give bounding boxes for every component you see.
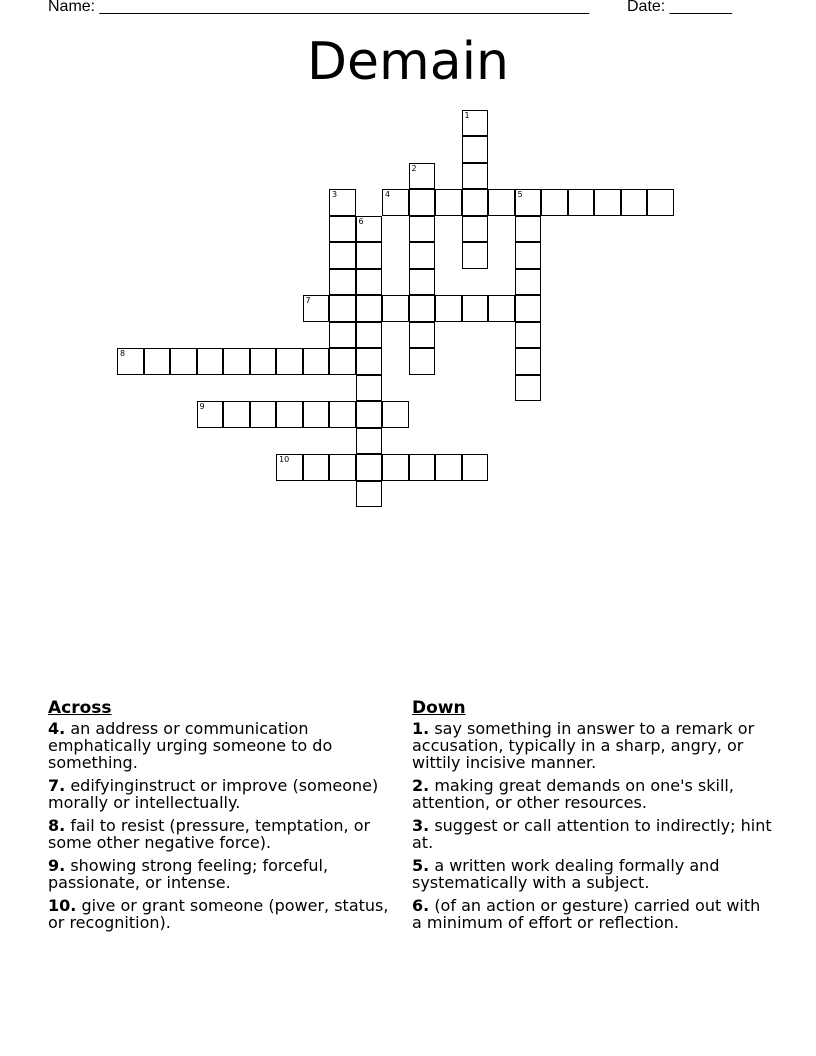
- grid-cell[interactable]: [329, 242, 356, 269]
- clue-across-7: 7. edifyinginstruct or improve (someone) morally or intellectually.: [48, 776, 379, 812]
- down-heading: Down: [412, 698, 466, 718]
- grid-cell[interactable]: [356, 375, 383, 402]
- grid-cell[interactable]: [250, 401, 277, 428]
- grid-cell[interactable]: [382, 454, 409, 481]
- cell-number: 10: [279, 455, 290, 464]
- grid-cell[interactable]: [594, 189, 621, 216]
- grid-cell[interactable]: [329, 295, 356, 322]
- grid-cell[interactable]: [568, 189, 595, 216]
- grid-cell[interactable]: [356, 454, 383, 481]
- clue-across-4: 4. an address or communication emphatically urging someone to do something.: [48, 719, 333, 772]
- clue-across-10: 10. give or grant someone (power, status, or recognition).: [48, 896, 389, 932]
- cell-number: 2: [411, 163, 417, 173]
- grid-cell[interactable]: [144, 348, 171, 375]
- grid-cell[interactable]: [329, 401, 356, 428]
- grid-cell[interactable]: [329, 454, 356, 481]
- grid-cell[interactable]: [435, 454, 462, 481]
- grid-cell[interactable]: [409, 454, 436, 481]
- grid-cell[interactable]: [356, 216, 383, 243]
- grid-cell[interactable]: [329, 348, 356, 375]
- grid-cell[interactable]: [223, 348, 250, 375]
- grid-cell[interactable]: [409, 348, 436, 375]
- grid-cell[interactable]: [515, 242, 542, 269]
- grid-cell[interactable]: [356, 242, 383, 269]
- grid-cell[interactable]: [515, 322, 542, 349]
- grid-cell[interactable]: [435, 295, 462, 322]
- grid-cell[interactable]: [276, 401, 303, 428]
- grid-cell[interactable]: [462, 110, 489, 137]
- grid-cell[interactable]: [462, 189, 489, 216]
- clue-across-9: 9. showing strong feeling; forceful, passionate, or intense.: [48, 856, 329, 892]
- grid-cell[interactable]: [462, 136, 489, 163]
- grid-cell[interactable]: [515, 295, 542, 322]
- grid-cell[interactable]: [621, 189, 648, 216]
- clue-across-8: 8. fail to resist (pressure, temptation, or some other negative force).: [48, 816, 371, 852]
- grid-cell[interactable]: [515, 348, 542, 375]
- grid-cell[interactable]: [356, 348, 383, 375]
- clue-down-1: 1. say something in answer to a remark or accusation, typically in a sharp, angry, or wittily incisive manner.: [412, 719, 755, 772]
- grid-cell[interactable]: [250, 348, 277, 375]
- grid-cell[interactable]: [356, 322, 383, 349]
- grid-cell[interactable]: [515, 189, 542, 216]
- across-heading: Across: [48, 698, 112, 718]
- grid-cell[interactable]: [117, 348, 144, 375]
- grid-cell[interactable]: [409, 269, 436, 296]
- grid-cell[interactable]: [276, 348, 303, 375]
- cell-number: 8: [120, 349, 126, 358]
- grid-cell[interactable]: [356, 428, 383, 455]
- grid-cell[interactable]: [541, 189, 568, 216]
- grid-cell[interactable]: [329, 322, 356, 349]
- grid-cell[interactable]: [462, 242, 489, 269]
- down-clues: [412, 698, 772, 937]
- grid-cell[interactable]: [462, 454, 489, 481]
- cell-number: 9: [199, 402, 205, 411]
- clue-down-3: 3. suggest or call attention to indirectly; hint at.: [412, 816, 772, 852]
- grid-cell[interactable]: [409, 216, 436, 243]
- grid-cell[interactable]: [409, 242, 436, 269]
- grid-cell[interactable]: [303, 348, 330, 375]
- name-field-label: Name: _______________________________________________________: [48, 0, 589, 15]
- cell-number: 4: [385, 190, 391, 199]
- clue-down-5: 5. a written work dealing formally and systematically with a subject.: [412, 856, 720, 892]
- grid-cell[interactable]: [462, 163, 489, 190]
- grid-cell[interactable]: [356, 295, 383, 322]
- cell-number: 3: [332, 190, 338, 199]
- clue-down-2: 2. making great demands on one's skill, attention, or other resources.: [412, 776, 734, 812]
- cell-number: 1: [464, 110, 470, 120]
- clue-down-6: 6. (of an action or gesture) carried out with a minimum of effort or reflection.: [412, 896, 761, 932]
- grid-cell[interactable]: [303, 401, 330, 428]
- grid-cell[interactable]: [356, 269, 383, 296]
- grid-cell[interactable]: [647, 189, 674, 216]
- grid-cell[interactable]: [329, 269, 356, 296]
- grid-cell[interactable]: [329, 189, 356, 216]
- grid-cell[interactable]: [409, 322, 436, 349]
- grid-cell[interactable]: [382, 295, 409, 322]
- grid-cell[interactable]: [409, 295, 436, 322]
- grid-cell[interactable]: [515, 269, 542, 296]
- grid-cell[interactable]: [356, 401, 383, 428]
- grid-cell[interactable]: [462, 295, 489, 322]
- grid-cell[interactable]: [488, 295, 515, 322]
- grid-cell[interactable]: [435, 189, 462, 216]
- grid-cell[interactable]: [515, 375, 542, 402]
- grid-cell[interactable]: [488, 189, 515, 216]
- cell-number: 5: [517, 190, 523, 199]
- grid-cell[interactable]: [303, 454, 330, 481]
- grid-cell[interactable]: [382, 189, 409, 216]
- grid-cell[interactable]: [170, 348, 197, 375]
- puzzle-title: Demain: [307, 32, 509, 92]
- grid-cell[interactable]: [409, 163, 436, 190]
- cell-number: 7: [305, 296, 311, 305]
- grid-cell[interactable]: [197, 401, 224, 428]
- grid-cell[interactable]: [303, 295, 330, 322]
- grid-cell[interactable]: [197, 348, 224, 375]
- grid-cell[interactable]: [515, 216, 542, 243]
- grid-cell[interactable]: [223, 401, 250, 428]
- grid-cell[interactable]: [462, 216, 489, 243]
- grid-cell[interactable]: [276, 454, 303, 481]
- date-field-label: Date: _______: [627, 0, 732, 15]
- grid-cell[interactable]: [356, 481, 383, 508]
- grid-cell[interactable]: [409, 189, 436, 216]
- cell-number: 6: [358, 216, 364, 226]
- grid-cell[interactable]: [382, 401, 409, 428]
- grid-cell[interactable]: [329, 216, 356, 243]
- across-clues: [48, 698, 408, 937]
